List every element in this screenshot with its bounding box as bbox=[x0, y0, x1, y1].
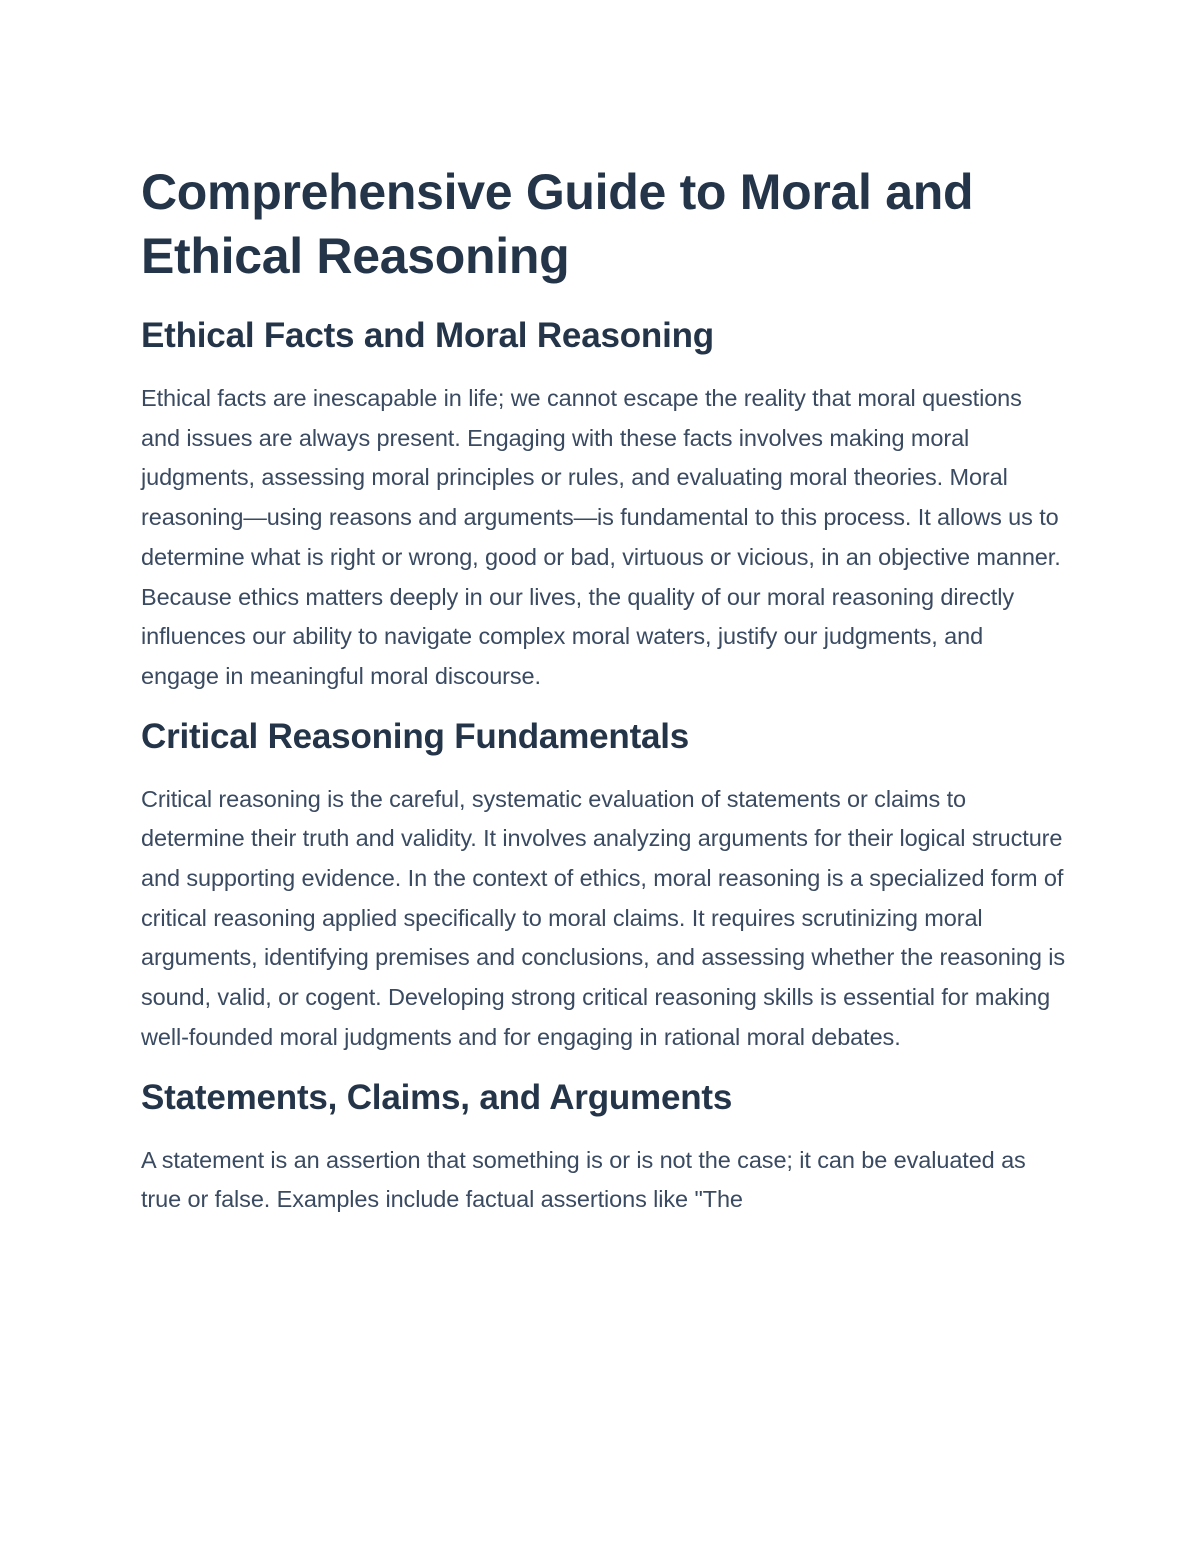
section-statements-claims bbox=[141, 1076, 1066, 1220]
section-critical-reasoning bbox=[141, 715, 1066, 1058]
document-page bbox=[141, 160, 1066, 1238]
section-body: A statement is an assertion that something is or is not the case; it can be evaluated as true or false. Examples include factual assertions like "The bbox=[141, 1146, 1026, 1213]
section-ethical-facts bbox=[141, 314, 1066, 697]
section-body: Critical reasoning is the careful, systematic evaluation of statements or claims to determine their truth and validity. It involves analyzing arguments for their logical structure and supporting evidence. In the context of ethics, moral reasoning is a specialized form of critical reasoning applied specifically to moral claims. It requires scrutinizing moral arguments, identifying premises and conclusions, and assessing whether the reasoning is sound, valid, or cogent. Developing strong critical reasoning skills is essential for making well-founded moral judgments and for engaging in rational moral debates. bbox=[141, 785, 1065, 1050]
section-heading: Critical Reasoning Fundamentals bbox=[141, 716, 690, 756]
section-heading: Ethical Facts and Moral Reasoning bbox=[141, 316, 714, 355]
section-heading: Statements, Claims, and Arguments bbox=[141, 1077, 733, 1117]
document-title: Comprehensive Guide to Moral and Ethical Reasoning bbox=[141, 164, 974, 284]
section-body: Ethical facts are inescapable in life; we cannot escape the reality that moral questions and issues are always present. Engaging with these facts involves making moral judgments, assessing moral principles or rules, and evaluating moral theories. Moral reasoning—using reasons and arguments—is fundamental to this process. It allows us to determine what is right or wrong, good or bad, virtuous or vicious, in an objective manner. Because ethics matters deeply in our lives, the quality of our moral reasoning directly influences our ability to navigate complex moral waters, justify our judgments, and engage in meaningful moral discourse. bbox=[141, 385, 1061, 689]
